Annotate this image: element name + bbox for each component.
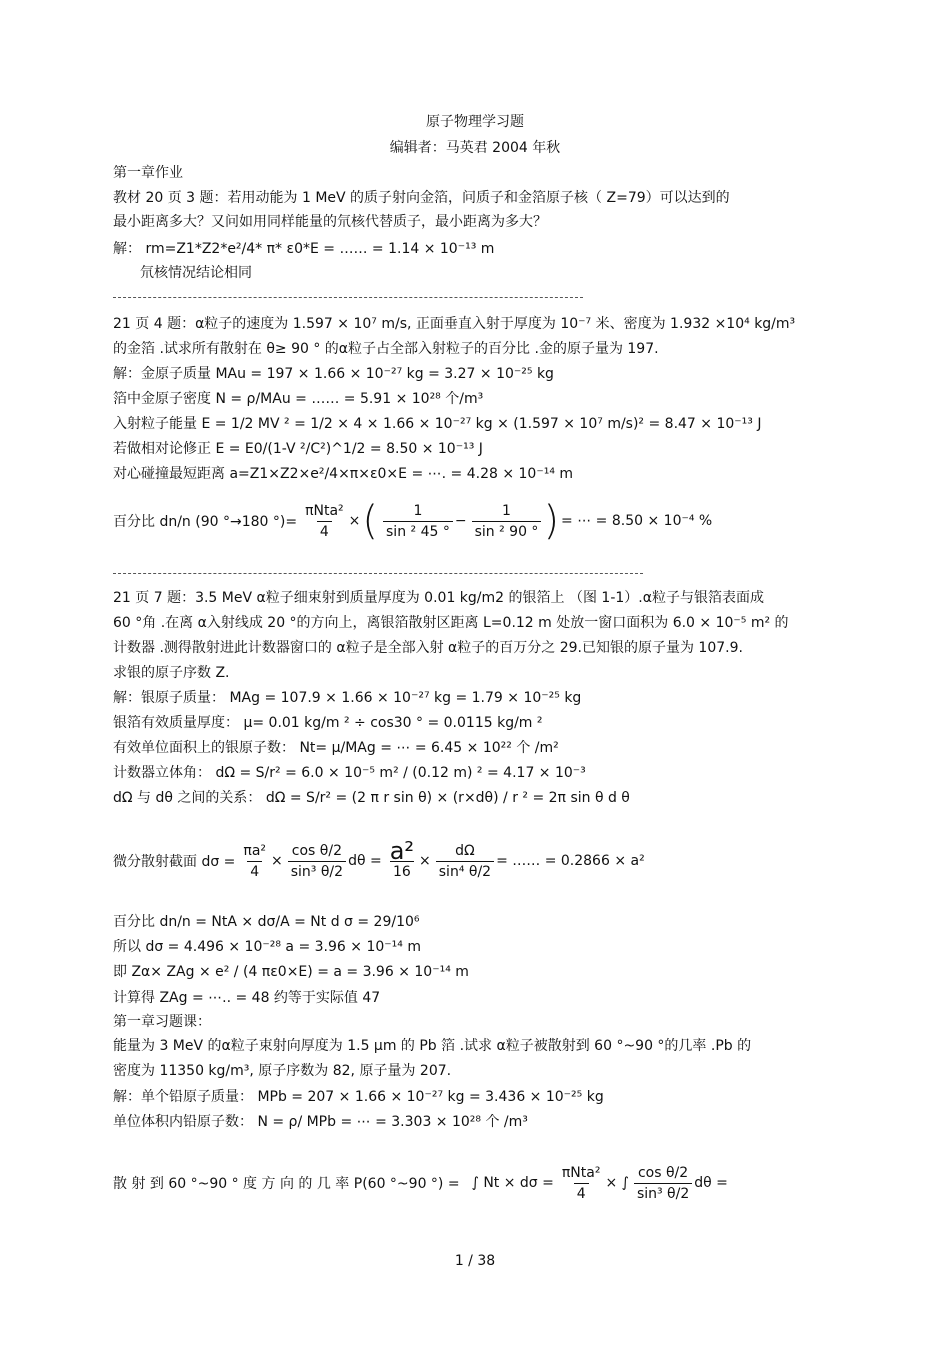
formula-result: = ⋯ = 8.50 × 10⁻⁴ % [561, 513, 713, 529]
solution-2-step-4: 若做相对论修正 E = E0/(1-V ²/C²)^1/2 = 8.50 × 10⁻¹³ J [113, 441, 483, 457]
problem-3-line-1: 21 页 7 题：3.5 MeV α粒子细束射到质量厚度为 0.01 kg/m2 的银箔上 （图 1-1）.α粒子与银箔表面成 [113, 590, 764, 606]
doc-title: 原子物理学习题 [426, 114, 524, 130]
exercise-line-1: 能量为 3 MeV 的α粒子束射向厚度为 1.5 μm 的 Pb 箔 .试求 α粒子被散射到 60 °~90 °的几率 .Pb 的 [113, 1038, 752, 1054]
solution-1-note: 氘核情况结论相同 [140, 265, 252, 281]
fraction: $\frac{\text{πa²}}{4}$ [243, 842, 267, 880]
solution-3-step-1: 解：银原子质量： MAg = 107.9 × 1.66 × 10⁻²⁷ kg = 1.79 × 10⁻²⁵ kg [113, 690, 582, 706]
fraction: $\frac{1}{\text{sin ² 90 °}}$ [472, 501, 542, 542]
problem-2-line-1: 21 页 4 题：α粒子的速度为 1.597 × 10⁷ m/s, 正面垂直入射于厚度为 10⁻⁷ 米、密度为 1.932 ×10⁴ kg/m³ [113, 316, 796, 332]
exercise-line-2: 密度为 11350 kg/m³, 原子序数为 82, 原子量为 207. [113, 1063, 452, 1079]
solution-2-step-1: 解：金原子质量 MAu = 197 × 1.66 × 10⁻²⁷ kg = 3.27 × 10⁻²⁵ kg [113, 366, 554, 382]
solution-3-step-9: 即 Zα× ZAg × e² / (4 πε0×E) = a = 3.96 × 10⁻¹⁴ m [113, 964, 469, 980]
formula-result: = …… = 0.2866 × a² [496, 853, 645, 869]
exercise-solution-1: 解：单个铅原子质量： MPb = 207 × 1.66 × 10⁻²⁷ kg = 3.436 × 10⁻²⁵ kg [113, 1089, 604, 1105]
formula-label: 散 射 到 60 °~90 ° 度 方 向 的 几 率 P(60 °~90 °) = [113, 1176, 460, 1192]
problem-3-line-4: 求银的原子序数 Z. [113, 665, 230, 681]
problem-1-line-2: 最小距离多大？又问如用同样能量的氘核代替质子，最小距离为多大？ [113, 214, 547, 230]
fraction: $\frac{\text{πNta²}}{4}$ [305, 502, 344, 540]
solution-1: 解： rm=Z1*Z2*e²/4* π* ε0*E = …… = 1.14 × 10⁻¹³ m [113, 241, 495, 257]
exercise-solution-2: 单位体积内铅原子数： N = ρ/ MPb = ⋯ = 3.303 × 10²⁸ 个 /m³ [113, 1114, 528, 1130]
exercise-heading: 第一章习题课： [113, 1014, 211, 1030]
fraction: $\frac{\text{cos θ/2}}{\text{sin³ θ/2}}$ [634, 1163, 692, 1204]
solution-3-step-5: dΩ 与 dθ 之间的关系： dΩ = S/r² = (2 π r sin θ) × (r×dθ) / r ² = 2π sin θ d θ [113, 790, 630, 806]
fraction: $\frac{1}{\text{sin ² 45 °}}$ [383, 501, 453, 542]
solution-3-formula: 微分散射截面 dσ = $\frac{\text{πa²}}{4}$ × $\frac{\text{cos θ/2}}{\text{sin³ θ/2}}$ dθ = $\frac{\text{a²}}{16}$ × $\frac{d\Omega}{\text{sin⁴ θ/2}}$ = …… = 0.2866 × a² [113, 836, 645, 880]
solution-3-step-8: 所以 dσ = 4.496 × 10⁻²⁸ a = 3.96 × 10⁻¹⁴ m [113, 939, 421, 955]
fraction: $\frac{\text{πNta²}}{4}$ [561, 1164, 601, 1202]
problem-1-line-1: 教材 20 页 3 题：若用动能为 1 MeV 的质子射向金箔，问质子和金箔原子核（ Z=79）可以达到的 [113, 190, 730, 206]
solution-3-step-2: 银箔有效质量厚度： μ= 0.01 kg/m ² ÷ cos30 ° = 0.0115 kg/m ² [113, 715, 543, 731]
problem-2-line-2: 的金箔 .试求所有散射在 θ≥ 90 ° 的α粒子占全部入射粒子的百分比 .金的原子量为 197. [113, 341, 659, 357]
solution-3-step-4: 计数器立体角： dΩ = S/r² = 6.0 × 10⁻⁵ m² / (0.12 m) ² = 4.17 × 10⁻³ [113, 765, 586, 781]
solution-3-step-7: 百分比 dn/n = NtA × dσ/A = Nt d σ = 29/10⁶ [113, 914, 420, 930]
formula-label: 微分散射截面 dσ = [113, 854, 236, 870]
solution-2-formula: 百分比 dn/n (90 °→180 °)= $\frac{\text{πNta²}}{4}$ × ( $\frac{1}{\text{sin ² 45 °}}$ − $\frac{1}{\text{sin ² 90 °}}$ ) = ⋯ = 8.50 × 10⁻⁴ % [113, 498, 713, 544]
divider [113, 297, 583, 298]
chapter-heading: 第一章作业 [113, 165, 183, 181]
doc-editor: 编辑者：马英君 2004 年秋 [389, 140, 561, 156]
fraction: $\frac{\text{a²}}{16}$ [389, 836, 415, 880]
solution-2-step-3: 入射粒子能量 E = 1/2 MV ² = 1/2 × 4 × 1.66 × 10⁻²⁷ kg × (1.597 × 10⁷ m/s)² = 8.47 × 10⁻¹³ J [113, 416, 762, 432]
solution-2-step-5: 对心碰撞最短距离 a=Z1×Z2×e²/4×π×ε0×E = ⋯. = 4.28 × 10⁻¹⁴ m [113, 466, 574, 482]
solution-3-step-3: 有效单位面积上的银原子数： Nt= μ/MAg = ⋯ = 6.45 × 10²² 个 /m² [113, 740, 559, 756]
solution-3-step-10: 计算得 ZAg = ⋯.. = 48 约等于实际值 47 [113, 990, 381, 1006]
problem-3-line-2: 60 °角 .在离 α入射线成 20 °的方向上，离银箔散射区距离 L=0.12 m 处放一窗口面积为 6.0 × 10⁻⁵ m² 的 [113, 615, 789, 631]
formula-label: 百分比 dn/n (90 °→180 °)= [113, 514, 298, 530]
exercise-formula: 散 射 到 60 °~90 ° 度 方 向 的 几 率 P(60 °~90 °) = ∫ Nt × dσ = $\frac{\text{πNta²}}{4}$ × ∫ $\frac{\text{cos θ/2}}{\text{sin³ θ/2}}$ dθ = [113, 1164, 728, 1202]
divider [113, 573, 643, 574]
fraction: $\frac{d\Omega}{\text{sin⁴ θ/2}}$ [436, 841, 494, 882]
page-number: 1 / 38 [454, 1253, 496, 1269]
problem-3-line-3: 计数器 .测得散射进此计数器窗口的 α粒子是全部入射 α粒子的百万分之 29.已知银的原子量为 107.9. [113, 640, 743, 656]
solution-2-step-2: 箔中金原子密度 N = ρ/MAu = …… = 5.91 × 10²⁸ 个/m³ [113, 391, 484, 407]
fraction: $\frac{\text{cos θ/2}}{\text{sin³ θ/2}}$ [288, 841, 346, 882]
